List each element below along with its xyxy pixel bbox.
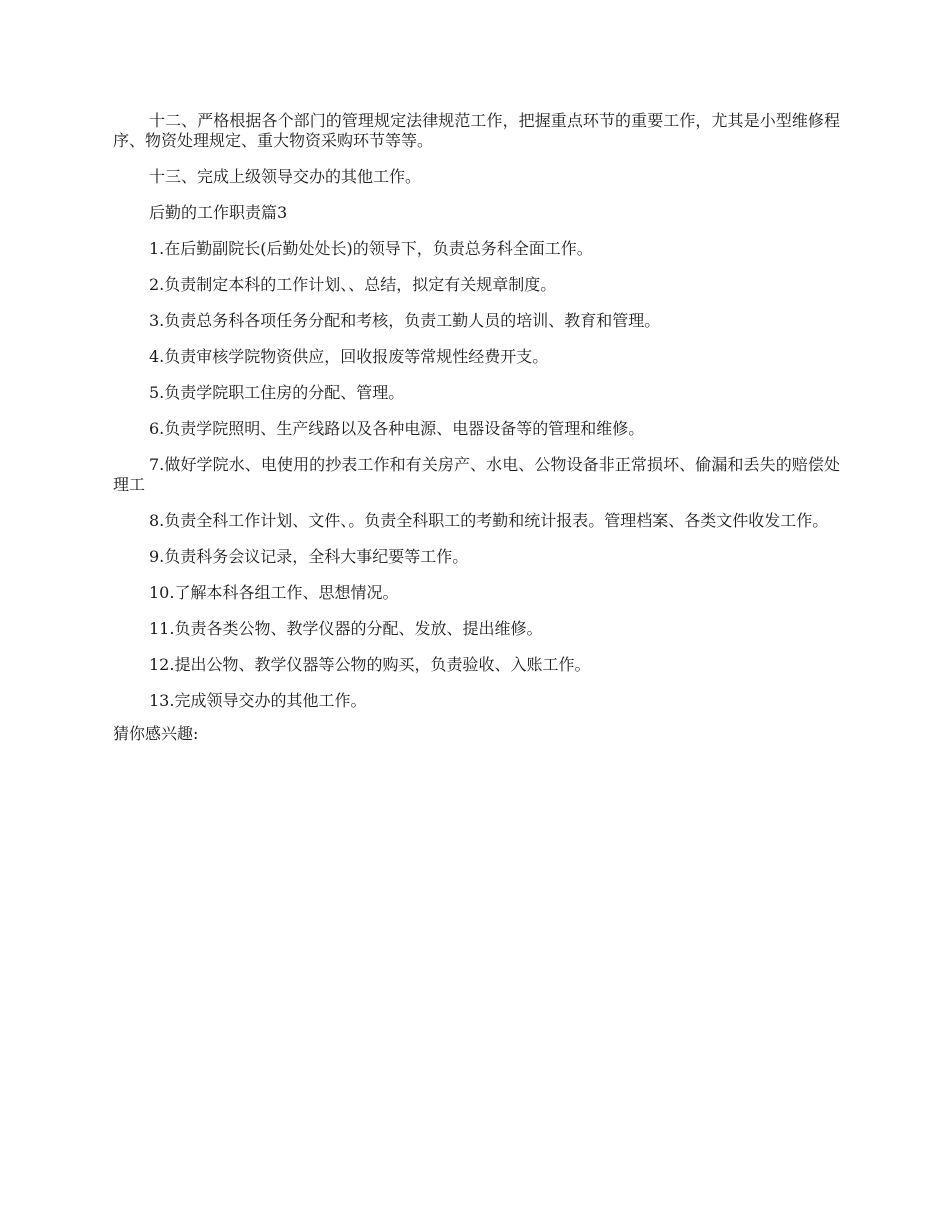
related-articles-label: 猜你感兴趣: (113, 724, 199, 743)
duty-item-11: 11.负责各类公物、教学仪器的分配、发放、提出维修。 (149, 619, 543, 638)
duty-item-2: 2.负责制定本科的工作计划、、总结，拟定有关规章制度。 (149, 275, 557, 294)
document-body (113, 111, 840, 760)
duty-item-9: 9.负责科务会议记录，全科大事纪要等工作。 (149, 547, 469, 566)
duty-item-1: 1.在后勤副院长(后勤处处长)的领导下，负责总务科全面工作。 (149, 239, 593, 258)
duty-item-13: 13.完成领导交办的其他工作。 (149, 691, 367, 710)
paragraph-12: 十二、严格根据各个部门的管理规定法律规范工作，把握重点环节的重要工作，尤其是小型维修程序、物资处理规定、重大物资采购环节等等。 (113, 111, 840, 150)
duty-item-7: 7.做好学院水、电使用的抄表工作和有关房产、水电、公物设备非正常损坏、偷漏和丢失的赔偿处理工 (113, 455, 840, 494)
duty-item-8: 8.负责全科工作计划、文件、。负责全科职工的考勤和统计报表。管理档案、各类文件收发工作。 (149, 511, 829, 530)
duty-item-10: 10.了解本科各组工作、思想情况。 (149, 583, 399, 602)
duty-item-4: 4.负责审核学院物资供应，回收报废等常规性经费开支。 (149, 347, 549, 366)
paragraph-13: 十三、完成上级领导交办的其他工作。 (149, 167, 422, 186)
duty-item-6: 6.负责学院照明、生产线路以及各种电源、电器设备等的管理和维修。 (149, 419, 645, 438)
duty-item-3: 3.负责总务科各项任务分配和考核，负责工勤人员的培训、教育和管理。 (149, 311, 661, 330)
section-heading: 后勤的工作职责篇3 (149, 203, 288, 222)
duty-item-5: 5.负责学院职工住房的分配、管理。 (149, 383, 405, 402)
duty-item-12: 12.提出公物、教学仪器等公物的购买，负责验收、入账工作。 (149, 655, 591, 674)
